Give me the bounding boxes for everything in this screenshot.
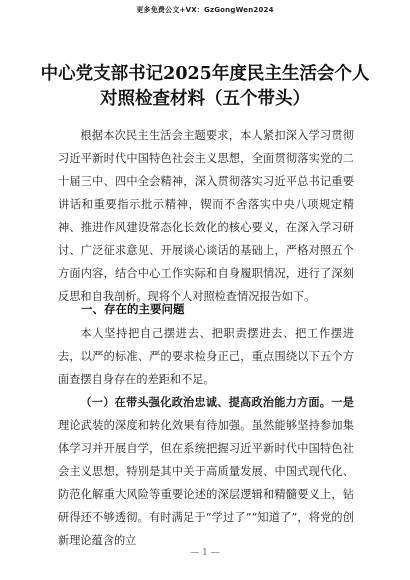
page-number: — 1 — [190,548,220,558]
intro-paragraph: 根据本次民主生活会主题要求，本人紧扣深入学习贯彻习近平新时代中国特色社会主义思想，全面贯彻落实党的二十届三中、四中全会精神，深入贯彻落实习近平总书记重要讲话和重要指示批示精神，锲而不舍落实中央八项规定精神、推进作风建设常态化长效化的核心要义，在深入学习研讨、广泛征求意见、开展谈心谈话的基础上，严格对照五个方面内容，结合中心工作实际和自身履职情况，进行了深刻反思和自我剖析。现将个人对照检查情况报告如下。 [58,129,354,303]
subsection-lead-one: 一是 [331,396,354,409]
header-note: 更多免费公文+VX：GzGongWen2024 [136,6,274,14]
section-heading: 一、存在的主要问题 [81,302,185,316]
subsection-paragraph [58,391,354,552]
subsection-lead: （一）在带头强化政治忠诚、提高政治能力方面。 [80,396,332,409]
subsection-text: 理论武装的深度和转化效果有待加强。虽然能够坚持参加集体学习并开展自学，但在系统把握习近平新时代中国特色社会主义思想，特别是其中关于高质量发展、中国式现代化、防范化解重大风险等重要论述的深层逻辑和精髓要义上，钻研得还不够透彻。有时满足于“学过了”“知道了”，将党的创新理论蕴含的立 [58,419,354,547]
section-paragraph: 本人坚持把自己摆进去、把职责摆进去、把工作摆进去，以严的标准、严的要求检身正己，重点围绕以下五个方面查摆自身存在的差距和不足。 [58,327,354,386]
document-title: 中心党支部书记2025年度民主生活会个人对照检查材料（五个带头） [40,64,370,109]
